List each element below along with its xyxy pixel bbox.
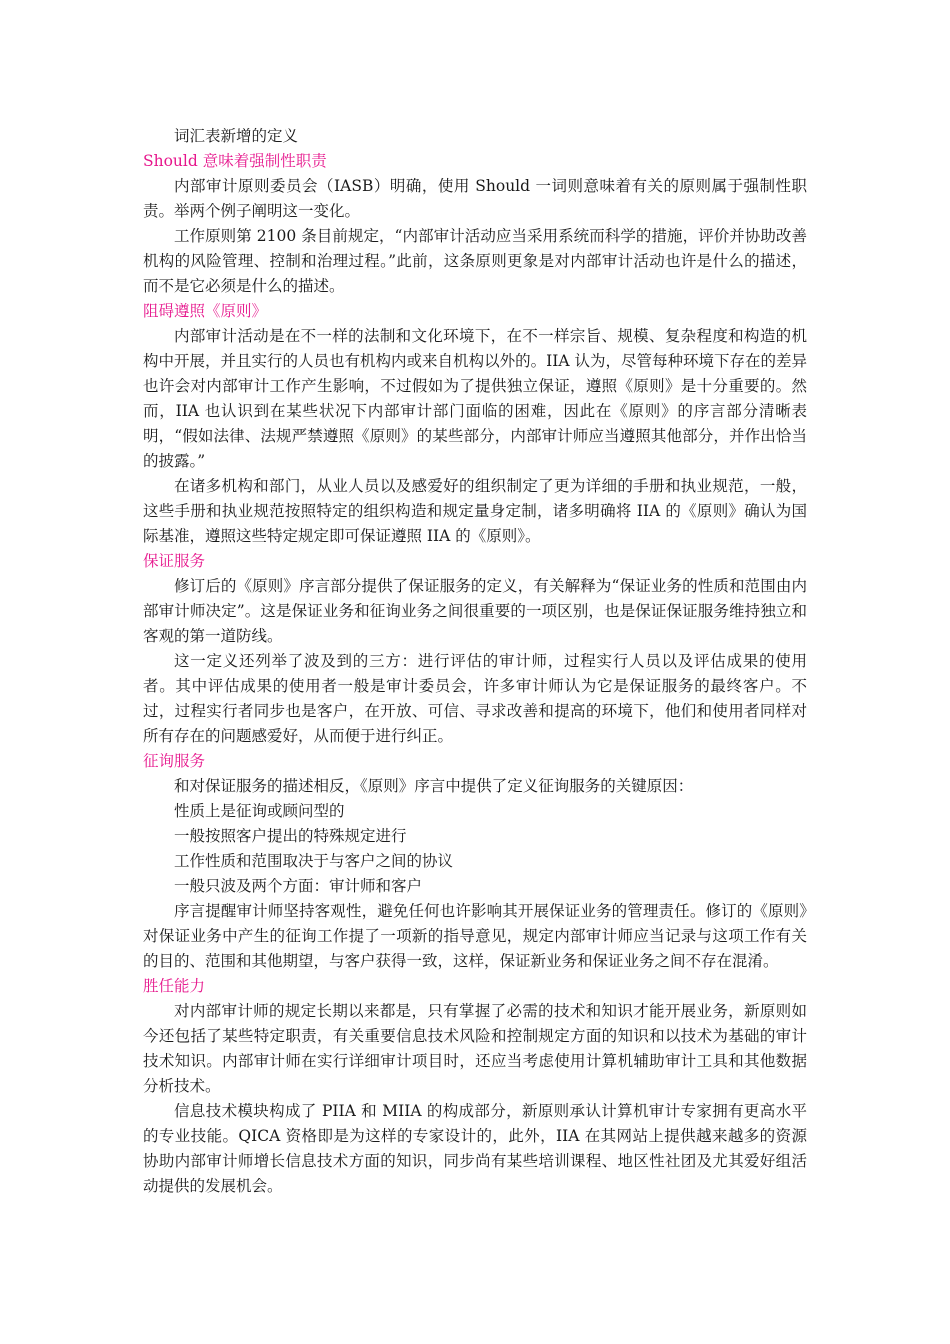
heading-consulting-services: 征询服务 (143, 752, 206, 770)
paragraph: 这一定义还列举了波及到的三方：进行评估的审计师，过程实行人员以及评估成果的使用者。其中评估成果的使用者一般是审计委员会，许多审计师认为它是保证服务的最终客户。不过，过程实行者同步也是客户，在开放、可信、寻求改善和提高的环境下，他们和使用者同样对所有存在的问题感爱好，从而便于进行纠正。 (143, 652, 807, 745)
paragraph: 和对保证服务的描述相反，《原则》序言中提供了定义征询服务的关键原因： (174, 777, 694, 795)
paragraph: 内部审计原则委员会（IASB）明确，使用 Should 一词则意味着有关的原则属于强制性职责。举两个例子阐明这一变化。 (143, 177, 807, 220)
paragraph: 内部审计活动是在不一样的法制和文化环境下，在不一样宗旨、规模、复杂程度和构造的机构中开展，并且实行的人员也有机构内或来自机构以外的。IIA 认为，尽管每种环境下存在的差异也许会对内部审计工作产生影响，不过假如为了提供独立保证，遵照《原则》是十分重要的。然而，IIA 也认识到在某些状况下内部审计部门面临的困难，因此在《原则》的序言部分清晰表明，“假如法律、法规严禁遵照《原则》的某些部分，内部审计师应当遵照其他部分，并作出恰当的披露。” (143, 327, 807, 470)
list-item: 性质上是征询或顾问型的 (174, 802, 345, 820)
paragraph: 信息技术模块构成了 PIIA 和 MIIA 的构成部分，新原则承认计算机审计专家拥有更高水平的专业技能。QICA 资格即是为这样的专家设计的，此外，IIA 在其网站上提供越来越多的资源协助内部审计师增长信息技术方面的知识，同步尚有某些培训课程、地区性社团及尤其爱好组活动提供的发展机会。 (143, 1102, 807, 1195)
paragraph: 在诸多机构和部门，从业人员以及感爱好的组织制定了更为详细的手册和执业规范，一般，这些手册和执业规范按照特定的组织构造和规定量身定制，诸多明确将 IIA 的《原则》确认为国际基准，遵照这些特定规定即可保证遵照 IIA 的《原则》。 (143, 477, 807, 545)
heading-should: Should 意味着强制性职责 (143, 152, 327, 170)
list-item: 一般按照客户提出的特殊规定进行 (174, 827, 407, 845)
heading-assurance-services: 保证服务 (143, 552, 206, 570)
paragraph: 工作原则第 2100 条目前规定，“内部审计活动应当采用系统而科学的措施，评价并协助改善机构的风险管理、控制和治理过程。”此前，这条原则更象是对内部审计活动也许是什么的描述，而不是它必须是什么的描述。 (143, 227, 807, 295)
document-page (143, 124, 807, 1199)
heading-competence: 胜任能力 (143, 977, 206, 995)
list-item: 工作性质和范围取决于与客户之间的协议 (174, 852, 454, 870)
paragraph: 序言提醒审计师坚持客观性，避免任何也许影响其开展保证业务的管理责任。修订的《原则》对保证业务中产生的征询工作提了一项新的指导意见，规定内部审计师应当记录与这项工作有关的目的、范围和其他期望，与客户获得一致，这样，保证新业务和保证业务之间不存在混淆。 (143, 902, 807, 970)
list-item: 一般只波及两个方面：审计师和客户 (174, 877, 423, 895)
intro-line: 词汇表新增的定义 (174, 127, 299, 145)
paragraph: 修订后的《原则》序言部分提供了保证服务的定义，有关解释为“保证业务的性质和范围由内部审计师决定”。这是保证业务和征询业务之间很重要的一项区别，也是保证保证服务维持独立和客观的第一道防线。 (143, 577, 807, 645)
heading-compliance-obstacles: 阻碍遵照《原则》 (143, 302, 268, 320)
paragraph: 对内部审计师的规定长期以来都是，只有掌握了必需的技术和知识才能开展业务，新原则如今还包括了某些特定职责，有关重要信息技术风险和控制规定方面的知识和以技术为基础的审计技术知识。内部审计师在实行详细审计项目时，还应当考虑使用计算机辅助审计工具和其他数据分析技术。 (143, 1002, 807, 1095)
